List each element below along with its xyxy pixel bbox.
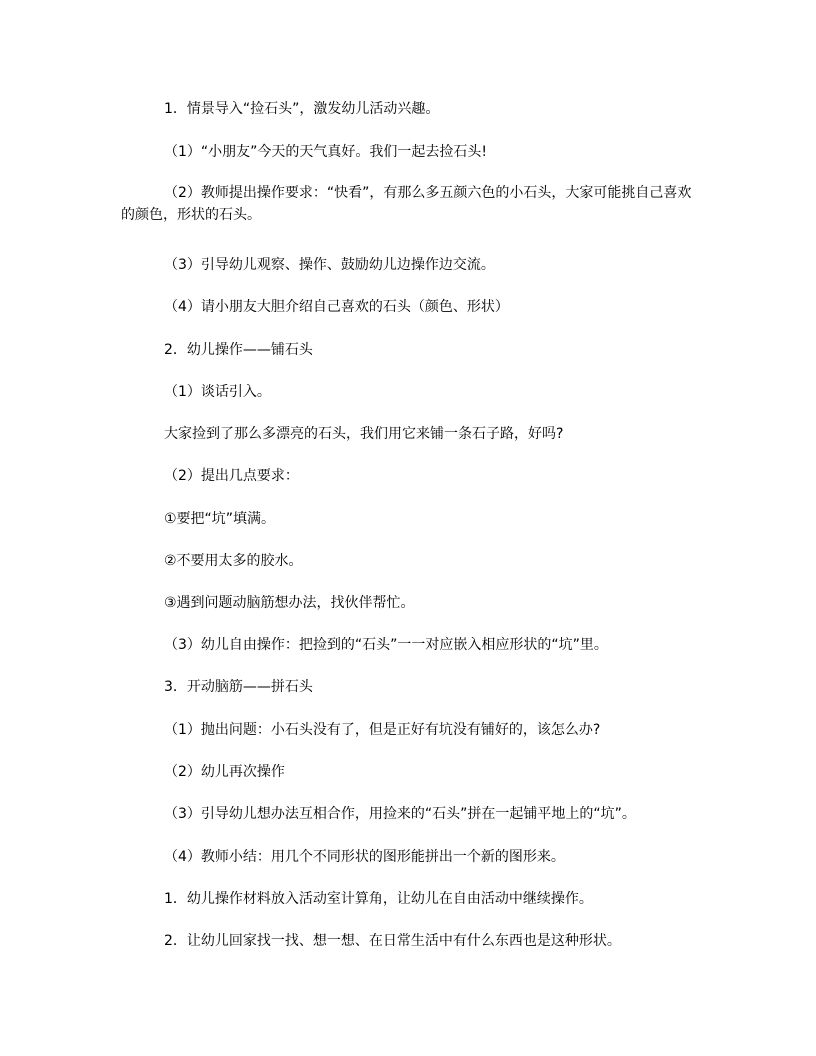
list-item: （3）引导幼儿观察、操作、鼓励幼儿边操作边交流。 bbox=[164, 257, 495, 273]
list-item: ③遇到问题动脑筋想办法，找伙伴帮忙。 bbox=[164, 595, 415, 611]
list-item: （2）提出几点要求： bbox=[164, 468, 299, 484]
list-item: （2）幼儿再次操作 bbox=[164, 764, 285, 780]
section-heading: 3．开动脑筋——拼石头 bbox=[164, 679, 313, 695]
list-item: ①要把“坑”填满。 bbox=[164, 511, 276, 527]
list-item: （4）教师小结：用几个不同形状的图形能拼出一个新的图形来。 bbox=[164, 849, 565, 865]
list-item: （3）引导幼儿想办法互相合作，用捡来的“石头”拼在一起铺平地上的“坑”。 bbox=[164, 806, 636, 822]
list-item: 1．幼儿操作材料放入活动室计算角，让幼儿在自由活动中继续操作。 bbox=[164, 891, 593, 907]
list-item: （1）谈话引入。 bbox=[164, 384, 271, 400]
section-heading: 2．幼儿操作——铺石头 bbox=[164, 342, 313, 358]
list-item: （1）“小朋友”今天的天气真好。我们一起去捡石头! bbox=[164, 144, 488, 160]
list-item: （3）幼儿自由操作：把捡到的“石头”一一对应嵌入相应形状的“坑”里。 bbox=[164, 637, 608, 653]
list-item: （4）请小朋友大胆介绍自己喜欢的石头（颜色、形状） bbox=[164, 299, 509, 315]
list-item: （1）抛出问题：小石头没有了，但是正好有坑没有铺好的，该怎么办? bbox=[164, 722, 601, 738]
list-item: ②不要用太多的胶水。 bbox=[164, 553, 303, 569]
paragraph: 大家捡到了那么多漂亮的石头，我们用它来铺一条石子路，好吗? bbox=[164, 426, 564, 442]
list-item: 2．让幼儿回家找一找、想一想、在日常生活中有什么东西也是这种形状。 bbox=[164, 933, 621, 949]
section-heading: 1．情景导入“捡石头”，激发幼儿活动兴趣。 bbox=[164, 101, 440, 117]
list-item: （2）教师提出操作要求：“快看”，有那么多五颜六色的小石头，大家可能挑自己喜欢的颜色，形状的石头。 bbox=[121, 185, 692, 223]
